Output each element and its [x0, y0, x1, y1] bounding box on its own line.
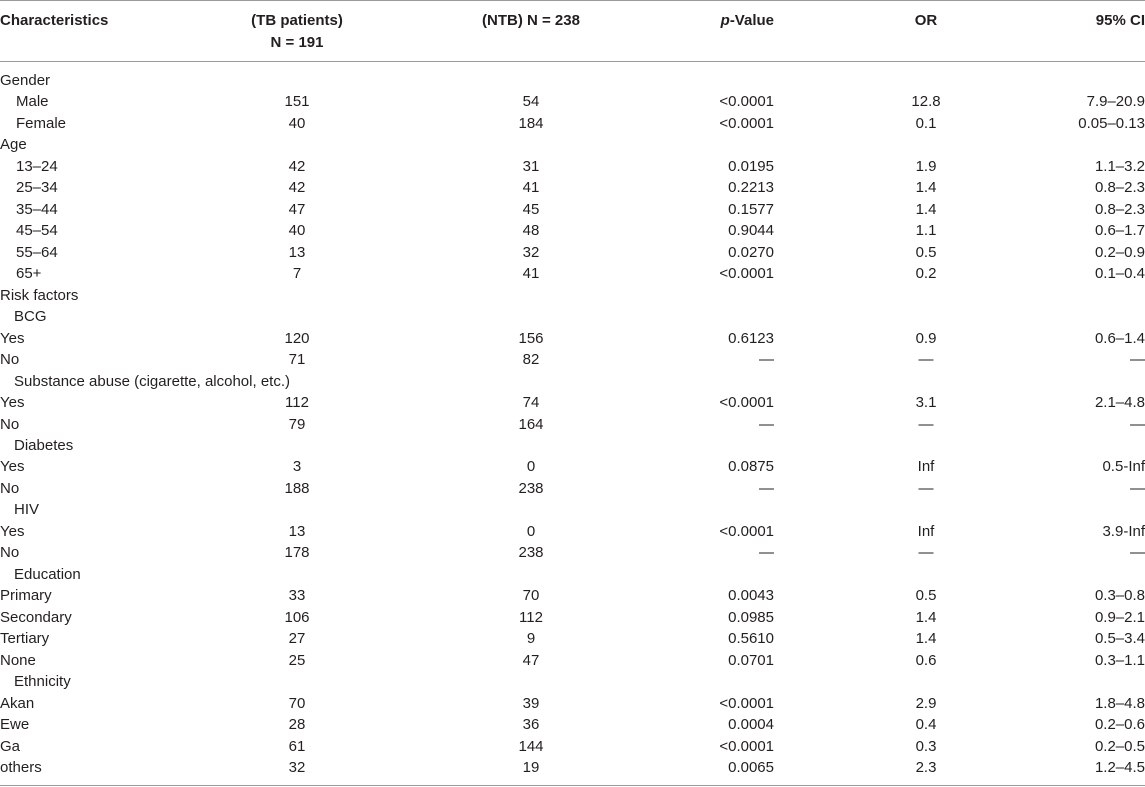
header-tb-line2: N = 191 [270, 34, 324, 51]
p-value: — [759, 415, 774, 433]
row-label: No [0, 544, 20, 562]
row-label: Yes [0, 458, 25, 476]
table-row [0, 693, 1145, 715]
row-label: Substance abuse (cigarette, alcohol, etc.) [14, 372, 290, 390]
row-label: Risk factors [0, 286, 79, 304]
p-value: <0.0001 [719, 522, 774, 540]
ntb-count: 82 [522, 351, 540, 369]
ntb-count: 0 [526, 458, 536, 476]
odds-ratio: 1.4 [915, 608, 937, 626]
row-label: Yes [0, 522, 25, 540]
odds-ratio: 1.4 [915, 179, 937, 197]
section-row [0, 70, 1145, 92]
table-row [0, 456, 1145, 478]
row-label: Male [16, 93, 49, 111]
table-row [0, 263, 1145, 285]
ntb-count: 74 [522, 394, 540, 412]
row-label: No [0, 415, 20, 433]
top-rule [0, 0, 1145, 1]
row-label: others [0, 759, 42, 777]
row-label: Ewe [0, 716, 30, 734]
header-ntb: (NTB) N = 238 [482, 12, 580, 29]
tb-count: 3 [292, 458, 302, 476]
tb-count: 33 [288, 587, 306, 605]
ntb-count: 39 [522, 694, 540, 712]
odds-ratio: 0.5 [915, 243, 937, 261]
odds-ratio: 2.9 [915, 694, 937, 712]
ntb-count: 32 [522, 243, 540, 261]
header-p-italic: p [720, 12, 730, 29]
table-row [0, 585, 1145, 607]
tb-count: 40 [288, 222, 306, 240]
odds-ratio: 0.4 [915, 716, 937, 734]
tb-count: 106 [284, 608, 310, 626]
odds-ratio: 12.8 [911, 93, 941, 111]
odds-ratio: 1.9 [915, 157, 937, 175]
row-label: 65+ [16, 265, 42, 283]
table-row [0, 199, 1145, 221]
row-label: No [0, 351, 20, 369]
ntb-count: 41 [522, 179, 540, 197]
table-row [0, 650, 1145, 672]
ntb-count: 36 [522, 716, 540, 734]
row-label: Ga [0, 737, 21, 755]
subsection-row [0, 371, 1145, 393]
p-value: 0.5610 [728, 630, 774, 648]
odds-ratio: 2.3 [915, 759, 937, 777]
odds-ratio: Inf [917, 458, 935, 476]
ntb-count: 45 [522, 200, 540, 218]
ntb-count: 164 [518, 415, 544, 433]
ntb-count: 31 [522, 157, 540, 175]
table-row [0, 757, 1145, 779]
confidence-interval: 2.1–4.8 [1094, 394, 1145, 412]
odds-ratio: Inf [917, 522, 935, 540]
row-label: 25–34 [16, 179, 58, 197]
p-value: 0.0195 [728, 157, 774, 175]
confidence-interval: — [1130, 351, 1145, 369]
p-value: 0.0004 [728, 716, 774, 734]
confidence-interval: 0.8–2.3 [1094, 200, 1145, 218]
p-value: <0.0001 [719, 394, 774, 412]
header-p-rest: -Value [729, 12, 774, 29]
row-label: 45–54 [16, 222, 58, 240]
row-label: Yes [0, 394, 25, 412]
p-value: 0.9044 [728, 222, 774, 240]
row-label: Primary [0, 587, 52, 605]
confidence-interval: 0.3–0.8 [1094, 587, 1145, 605]
row-label: Education [14, 565, 81, 583]
tb-count: 178 [284, 544, 310, 562]
section-row [0, 285, 1145, 307]
ntb-count: 41 [522, 265, 540, 283]
ntb-count: 54 [522, 93, 540, 111]
ntb-count: 144 [518, 737, 544, 755]
confidence-interval: 0.2–0.5 [1094, 737, 1145, 755]
header-tb-line1: (TB patients) [251, 12, 343, 29]
confidence-interval: 0.6–1.4 [1094, 329, 1145, 347]
p-value: — [759, 479, 774, 497]
row-label: Secondary [0, 608, 72, 626]
table-row [0, 542, 1145, 564]
ntb-count: 70 [522, 587, 540, 605]
confidence-interval: 3.9-Inf [1102, 522, 1145, 540]
confidence-interval: 0.5–3.4 [1094, 630, 1145, 648]
ntb-count: 9 [526, 630, 536, 648]
tb-count: 188 [284, 479, 310, 497]
subsection-row [0, 671, 1145, 693]
odds-ratio: 0.6 [915, 651, 937, 669]
table-row [0, 521, 1145, 543]
row-label: Age [0, 136, 27, 154]
header-ci: 95% CI [1095, 12, 1145, 29]
p-value: <0.0001 [719, 93, 774, 111]
row-label: Gender [0, 72, 51, 89]
tb-count: 40 [288, 114, 306, 132]
row-label: BCG [14, 308, 47, 326]
header-rule [0, 61, 1145, 62]
table-row [0, 220, 1145, 242]
p-value: 0.0043 [728, 587, 774, 605]
bottom-rule [0, 785, 1145, 786]
ntb-count: 184 [518, 114, 544, 132]
ntb-count: 238 [518, 544, 544, 562]
ntb-count: 112 [519, 608, 543, 626]
ntb-count: 19 [522, 759, 540, 777]
tb-count: 13 [288, 243, 306, 261]
tb-count: 79 [288, 415, 306, 433]
p-value: 0.0875 [728, 458, 774, 476]
odds-ratio: — [918, 415, 934, 433]
table-row [0, 714, 1145, 736]
odds-ratio: 1.4 [915, 200, 937, 218]
table-row [0, 177, 1145, 199]
row-label: 35–44 [16, 200, 58, 218]
p-value: 0.0701 [728, 651, 774, 669]
tb-count: 70 [288, 694, 306, 712]
odds-ratio: 1.1 [915, 222, 937, 240]
row-label: Akan [0, 694, 35, 712]
row-label: Female [16, 114, 67, 132]
confidence-interval: 0.6–1.7 [1094, 222, 1145, 240]
confidence-interval: 0.8–2.3 [1094, 179, 1145, 197]
table-row [0, 349, 1145, 371]
table-row [0, 156, 1145, 178]
section-row [0, 134, 1145, 156]
tb-count: 42 [288, 179, 306, 197]
odds-ratio: 3.1 [915, 394, 937, 412]
odds-ratio: — [918, 479, 934, 497]
table-row [0, 392, 1145, 414]
tb-count: 112 [285, 394, 309, 412]
row-label: Diabetes [14, 436, 74, 454]
tb-count: 25 [288, 651, 306, 669]
p-value: <0.0001 [719, 737, 774, 755]
confidence-interval: 0.1–0.4 [1094, 265, 1145, 283]
row-label: HIV [14, 501, 40, 519]
p-value: <0.0001 [719, 694, 774, 712]
header-or: OR [914, 12, 938, 29]
tb-count: 28 [288, 716, 306, 734]
confidence-interval: 1.1–3.2 [1094, 157, 1145, 175]
confidence-interval: 0.05–0.13 [1078, 114, 1145, 132]
tb-count: 120 [284, 329, 310, 347]
ntb-count: 238 [518, 479, 544, 497]
confidence-interval: 0.2–0.9 [1094, 243, 1145, 261]
table-row [0, 478, 1145, 500]
row-label: No [0, 479, 20, 497]
tb-count: 151 [284, 93, 310, 111]
tb-count: 32 [288, 759, 306, 777]
confidence-interval: — [1130, 544, 1145, 562]
odds-ratio: 0.3 [915, 737, 937, 755]
odds-ratio: 0.9 [915, 329, 937, 347]
table-row [0, 328, 1145, 350]
p-value: 0.0270 [728, 243, 774, 261]
table-row [0, 736, 1145, 758]
ntb-count: 156 [518, 329, 544, 347]
table-row [0, 91, 1145, 113]
odds-ratio: 0.2 [915, 265, 937, 283]
odds-ratio: — [918, 544, 934, 562]
confidence-interval: 1.2–4.5 [1094, 759, 1145, 777]
confidence-interval: — [1130, 415, 1145, 433]
table-row [0, 414, 1145, 436]
row-label: Ethnicity [14, 673, 71, 691]
p-value: <0.0001 [719, 265, 774, 283]
confidence-interval: 0.2–0.6 [1094, 716, 1145, 734]
confidence-interval: 0.5-Inf [1102, 458, 1145, 476]
ntb-count: 48 [522, 222, 540, 240]
p-value: 0.6123 [728, 329, 774, 347]
subsection-row [0, 435, 1145, 457]
p-value: — [759, 351, 774, 369]
tb-count: 42 [288, 157, 306, 175]
p-value: 0.1577 [728, 200, 774, 218]
odds-ratio: 0.5 [915, 587, 937, 605]
ntb-count: 0 [526, 522, 536, 540]
table-row [0, 242, 1145, 264]
tb-count: 47 [288, 200, 306, 218]
tb-count: 71 [288, 351, 306, 369]
p-value: 0.2213 [728, 179, 774, 197]
table-row [0, 628, 1145, 650]
subsection-row [0, 499, 1145, 521]
confidence-interval: 0.9–2.1 [1094, 608, 1145, 626]
row-label: Yes [0, 329, 25, 347]
p-value: 0.0065 [728, 759, 774, 777]
row-label: 13–24 [16, 157, 58, 175]
p-value: 0.0985 [728, 608, 774, 626]
ntb-count: 47 [522, 651, 540, 669]
confidence-interval: 0.3–1.1 [1094, 651, 1145, 669]
tb-count: 61 [288, 737, 306, 755]
row-label: Tertiary [0, 630, 50, 648]
table-row [0, 607, 1145, 629]
p-value: <0.0001 [719, 114, 774, 132]
row-label: 55–64 [16, 243, 58, 261]
table-row [0, 113, 1145, 135]
tb-count: 27 [288, 630, 306, 648]
confidence-interval: 1.8–4.8 [1094, 694, 1145, 712]
tb-count: 7 [292, 265, 302, 283]
subsection-row [0, 564, 1145, 586]
subsection-row [0, 306, 1145, 328]
tb-count: 13 [288, 522, 306, 540]
confidence-interval: 7.9–20.9 [1086, 93, 1145, 111]
row-label: None [0, 651, 36, 669]
odds-ratio: — [918, 351, 934, 369]
odds-ratio: 1.4 [915, 630, 937, 648]
confidence-interval: — [1130, 479, 1145, 497]
header-characteristics: Characteristics [0, 12, 109, 29]
odds-ratio: 0.1 [915, 114, 937, 132]
p-value: — [759, 544, 774, 562]
